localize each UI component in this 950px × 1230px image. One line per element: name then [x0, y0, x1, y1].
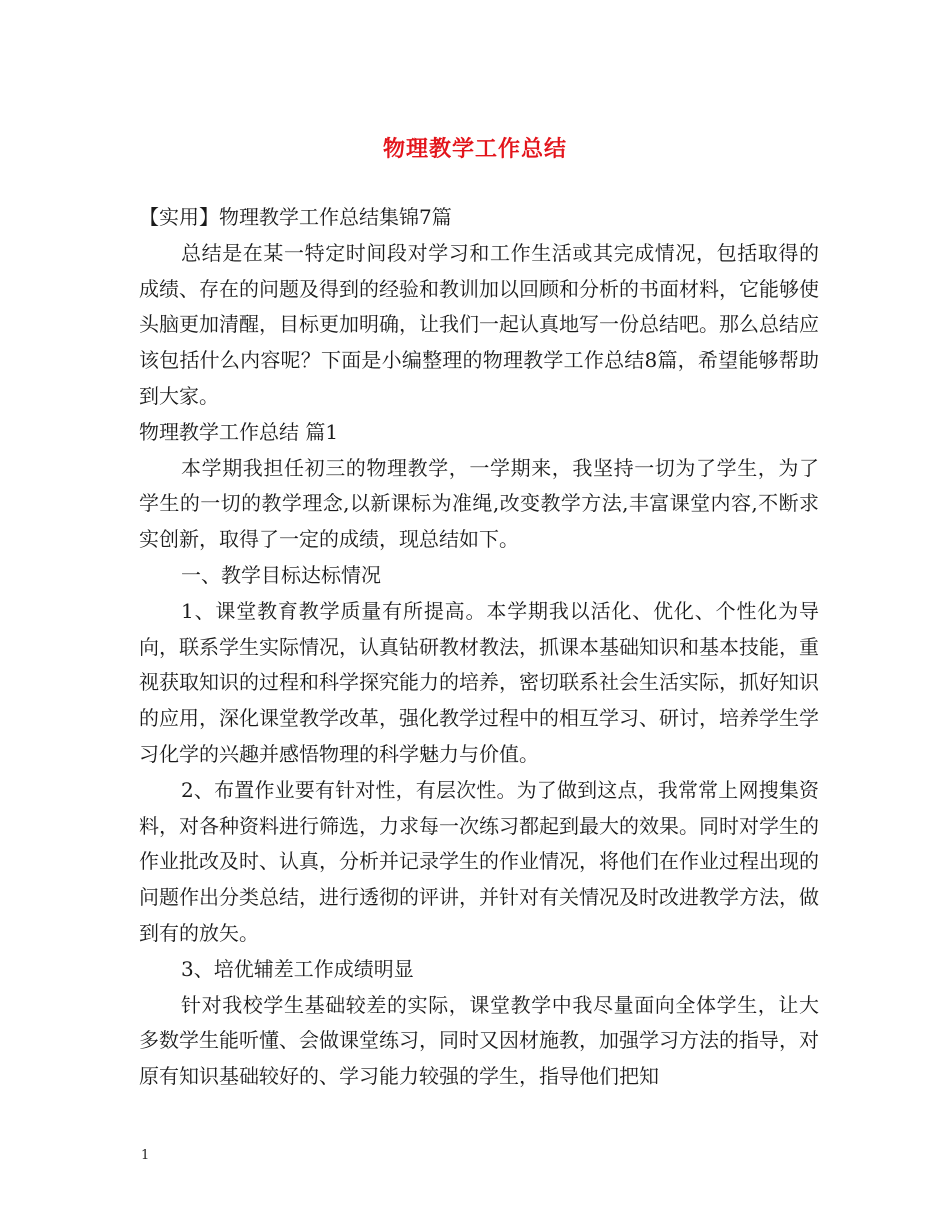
numbered-paragraph: 1、课堂教育教学质量有所提高。本学期我以活化、优化、个性化为导向，联系学生实际情况，认真钻研教材教法，抓课本基础知识和基本技能，重视获取知识的过程和科学探究能力的培养，密切联系社会生活实际，抓好知识的应用，深化课堂教学改革，强化教学过程中的相互学习、研讨，培养学生学习化学的兴趣并感悟物理的科学魅力与价值。: [139, 598, 819, 766]
document-title: 物理教学工作总结: [382, 136, 567, 162]
body-paragraph: 针对我校学生基础较差的实际，课堂教学中我尽量面向全体学生，让大多数学生能听懂、会做课堂练习，同时又因材施教，加强学习方法的指导，对原有知识基础较好的、学习能力较强的学生，指导他们把知: [139, 992, 819, 1089]
subheading: 一、教学目标达标情况: [181, 562, 381, 587]
document-body: [139, 200, 819, 1095]
document-subtitle: 【实用】物理教学工作总结集锦7篇: [139, 205, 452, 229]
numbered-paragraph: 2、布置作业要有针对性，有层次性。为了做到这点，我常常上网搜集资料，对各种资料进行筛选，力求每一次练习都起到最大的效果。同时对学生的作业批改及时、认真，分析并记录学生的作业情况，将他们在作业过程出现的问题作出分类总结，进行透彻的评讲，并针对有关情况及时改进教学方法，做到有的放矢。: [139, 777, 819, 945]
body-paragraph: 本学期我担任初三的物理教学，一学期来，我坚持一切为了学生，为了学生的一切的教学理念,以新课标为准绳,改变教学方法,丰富课堂内容,不断求实创新，取得了一定的成绩，现总结如下。: [139, 455, 819, 552]
numbered-subheading: 3、培优辅差工作成绩明显: [181, 956, 414, 981]
intro-paragraph: 总结是在某一特定时间段对学习和工作生活或其完成情况，包括取得的成绩、存在的问题及得到的经验和教训加以回顾和分析的书面材料，它能够使头脑更加清醒，目标更加明确，让我们一起认真地写一份总结吧。那么总结应该包括什么内容呢？下面是小编整理的物理教学工作总结8篇，希望能够帮助到大家。: [139, 240, 819, 408]
section-heading: 物理教学工作总结 篇1: [139, 419, 339, 444]
page-number: 1: [141, 1148, 150, 1163]
